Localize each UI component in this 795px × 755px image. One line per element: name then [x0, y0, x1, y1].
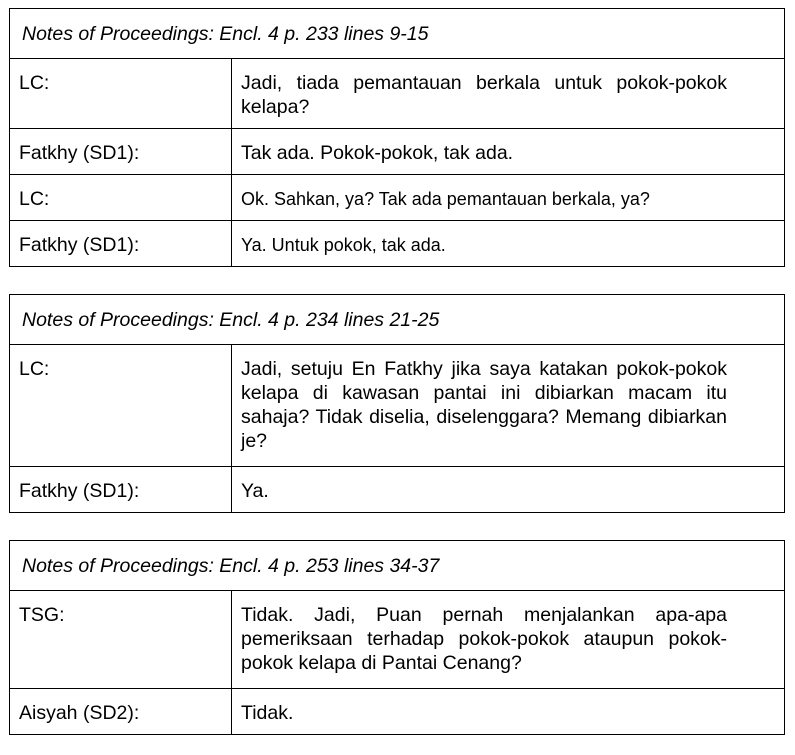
- proceedings-table-1: [9, 8, 785, 267]
- speaker-label: TSG:: [10, 591, 232, 689]
- speaker-label: LC:: [10, 175, 232, 221]
- excerpt-citation: Notes of Proceedings: Encl. 4 p. 233 lines 9-15: [10, 9, 785, 59]
- dialogue-text: Jadi, setuju En Fatkhy jika saya katakan pokok-pokok kelapa di kawasan pantai ini dibiarkan macam itu sahaja? Tidak diselia, diselenggara? Memang dibiarkan je?: [232, 345, 785, 467]
- dialogue-text: Tak ada. Pokok-pokok, tak ada.: [232, 129, 785, 175]
- excerpt-citation: Notes of Proceedings: Encl. 4 p. 234 lines 21-25: [10, 295, 785, 345]
- dialogue-text: Ya.: [232, 467, 785, 513]
- dialogue-text: Ok. Sahkan, ya? Tak ada pemantauan berkala, ya?: [232, 175, 785, 221]
- speaker-label: Fatkhy (SD1):: [10, 129, 232, 175]
- dialogue-text: Ya. Untuk pokok, tak ada.: [232, 221, 785, 267]
- table-row: [10, 129, 785, 175]
- table-row: [10, 591, 785, 689]
- table-header-row: [10, 9, 785, 59]
- table-header-row: [10, 295, 785, 345]
- table-row: [10, 345, 785, 467]
- proceedings-table-2: [9, 294, 785, 513]
- speaker-label: Aisyah (SD2):: [10, 689, 232, 735]
- speaker-label: Fatkhy (SD1):: [10, 221, 232, 267]
- dialogue-text: Tidak.: [232, 689, 785, 735]
- table-row: [10, 221, 785, 267]
- dialogue-text: Jadi, tiada pemantauan berkala untuk pokok-pokok kelapa?: [232, 59, 785, 129]
- table-row: [10, 175, 785, 221]
- table-row: [10, 59, 785, 129]
- table-row: [10, 467, 785, 513]
- document-body: [9, 8, 785, 735]
- table-header-row: [10, 541, 785, 591]
- speaker-label: Fatkhy (SD1):: [10, 467, 232, 513]
- table-row: [10, 689, 785, 735]
- proceedings-table-3: [9, 540, 785, 735]
- dialogue-text: Tidak. Jadi, Puan pernah menjalankan apa-apa pemeriksaan terhadap pokok-pokok ataupun pokok-pokok kelapa di Pantai Cenang?: [232, 591, 785, 689]
- speaker-label: LC:: [10, 59, 232, 129]
- excerpt-citation: Notes of Proceedings: Encl. 4 p. 253 lines 34-37: [10, 541, 785, 591]
- speaker-label: LC:: [10, 345, 232, 467]
